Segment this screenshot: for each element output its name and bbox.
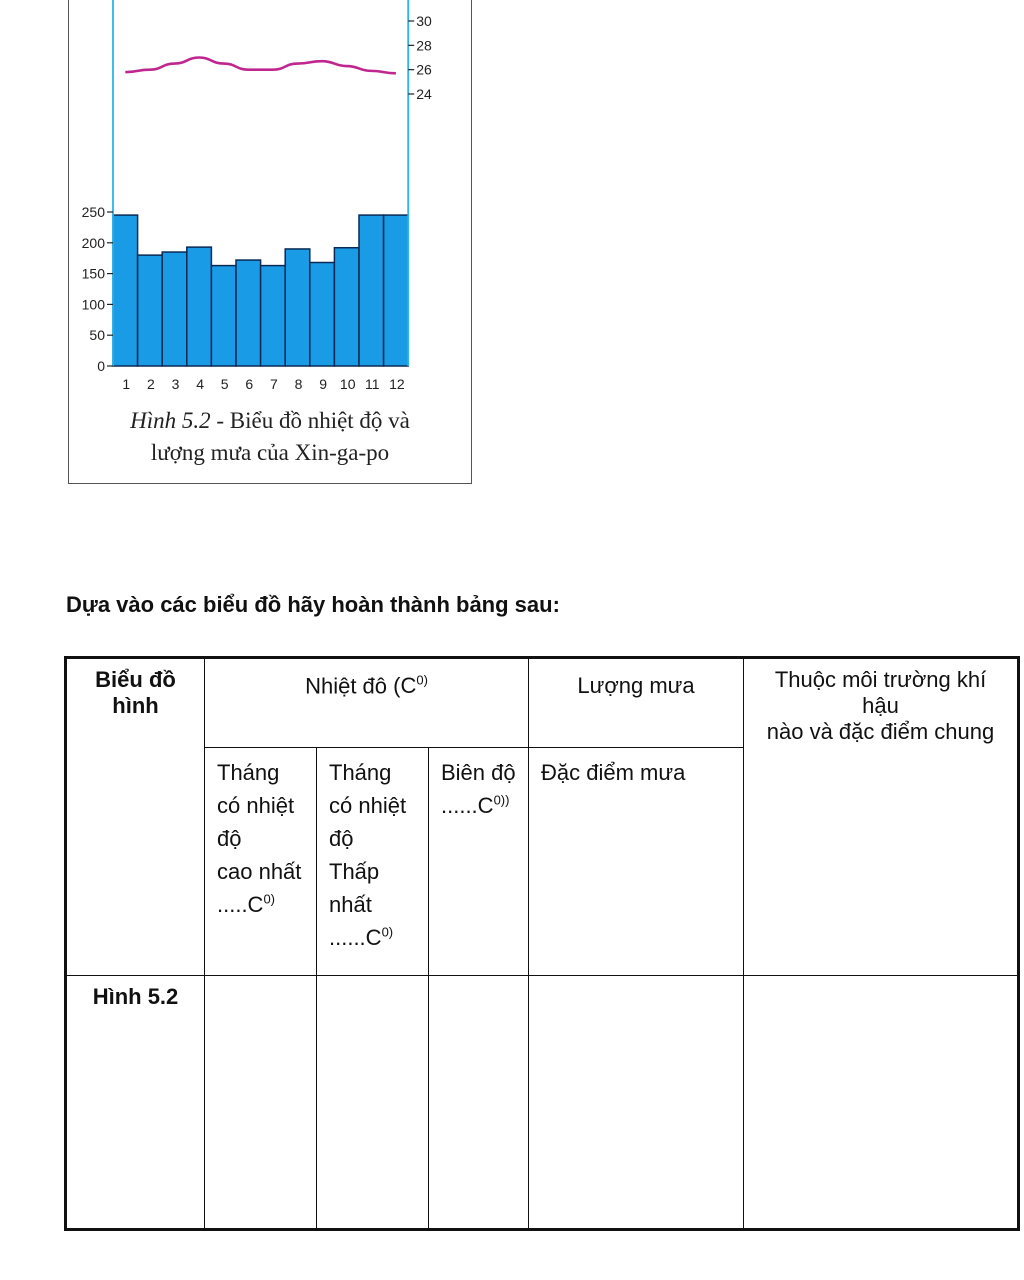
month-label: 12 bbox=[389, 376, 405, 392]
header-chart-line2: hình bbox=[112, 693, 159, 718]
header-environment-line2: nào và đặc điểm chung bbox=[766, 719, 995, 744]
header-environment-line1: Thuộc môi trường khí hậu bbox=[774, 667, 987, 718]
left-tick-label: 150 bbox=[81, 265, 105, 282]
month-label: 2 bbox=[147, 376, 155, 392]
answer-min-temp[interactable] bbox=[317, 976, 429, 1230]
rain-bar bbox=[310, 263, 335, 366]
header-environment-cell bbox=[744, 658, 1019, 976]
answer-environment[interactable] bbox=[744, 976, 1019, 1230]
right-tick-label: 26 bbox=[416, 61, 432, 78]
rain-bar bbox=[138, 255, 163, 366]
rain-bar bbox=[285, 249, 310, 366]
header-temperature-label: Nhiệt đô bbox=[305, 673, 388, 699]
rain-bar bbox=[359, 215, 384, 366]
rain-bar bbox=[162, 252, 187, 366]
month-label: 6 bbox=[245, 376, 254, 392]
answer-rain-features[interactable] bbox=[529, 976, 744, 1230]
header-temperature bbox=[205, 658, 529, 748]
figure-caption-line2: lượng mưa của Xin-ga-po bbox=[150, 440, 390, 465]
left-tick-label: 250 bbox=[81, 204, 105, 220]
header-temperature-unit: ($C^{0)}$ bbox=[393, 673, 428, 699]
month-label: 7 bbox=[270, 376, 278, 392]
rain-bar bbox=[236, 260, 261, 366]
temperature-line bbox=[125, 58, 396, 74]
figure-title-part1: - Biểu đồ nhiệt độ và bbox=[216, 408, 410, 433]
figure-caption-line1 bbox=[68, 408, 472, 434]
left-tick-label: 100 bbox=[81, 296, 105, 313]
left-tick-label: 200 bbox=[81, 234, 105, 251]
subheader-rain-features: Đặc điểm mưa bbox=[529, 748, 744, 976]
header-chart-line1: Biểu đồ bbox=[95, 667, 176, 692]
subheader-min-temp: Tháng có nhiệt độ Thấp nhất $......C^{0)}$ bbox=[317, 748, 429, 976]
rain-bar bbox=[261, 266, 286, 366]
subheader-max-temp: Tháng có nhiệt độ cao nhất $.....C^{0)}$ bbox=[205, 748, 317, 976]
rain-bar bbox=[334, 248, 359, 366]
left-tick-label: 50 bbox=[89, 327, 105, 344]
month-label: 4 bbox=[196, 376, 204, 392]
month-label: 8 bbox=[294, 376, 303, 392]
left-tick-label: 0 bbox=[97, 358, 105, 374]
subheader-temp-range: Biên độ $......C^{0))}$ bbox=[429, 748, 529, 976]
figure-label: Hình 5.2 bbox=[130, 408, 211, 433]
month-label: 9 bbox=[319, 376, 327, 392]
month-label: 11 bbox=[365, 376, 380, 392]
month-label: 3 bbox=[171, 376, 180, 392]
rain-bar bbox=[113, 215, 138, 366]
header-chart-cell bbox=[66, 658, 205, 976]
right-tick-label: 24 bbox=[416, 86, 432, 102]
rain-bar bbox=[187, 247, 212, 366]
row-label: Hình 5.2 bbox=[66, 976, 205, 1230]
header-rainfall: Lượng mưa bbox=[529, 658, 744, 748]
rain-bar bbox=[211, 266, 236, 366]
instruction-text: Dựa vào các biểu đồ hãy hoàn thành bảng sau: bbox=[66, 592, 560, 617]
answer-temp-range[interactable] bbox=[429, 976, 529, 1230]
right-tick-label: 28 bbox=[416, 37, 432, 54]
month-label: 10 bbox=[339, 376, 356, 392]
month-label: 1 bbox=[122, 376, 131, 392]
climate-table bbox=[64, 656, 1020, 1231]
answer-max-temp[interactable] bbox=[205, 976, 317, 1230]
right-tick-label: 30 bbox=[416, 13, 432, 29]
climate-chart bbox=[0, 0, 500, 400]
rain-bar bbox=[384, 215, 409, 366]
month-label: 5 bbox=[220, 376, 229, 392]
